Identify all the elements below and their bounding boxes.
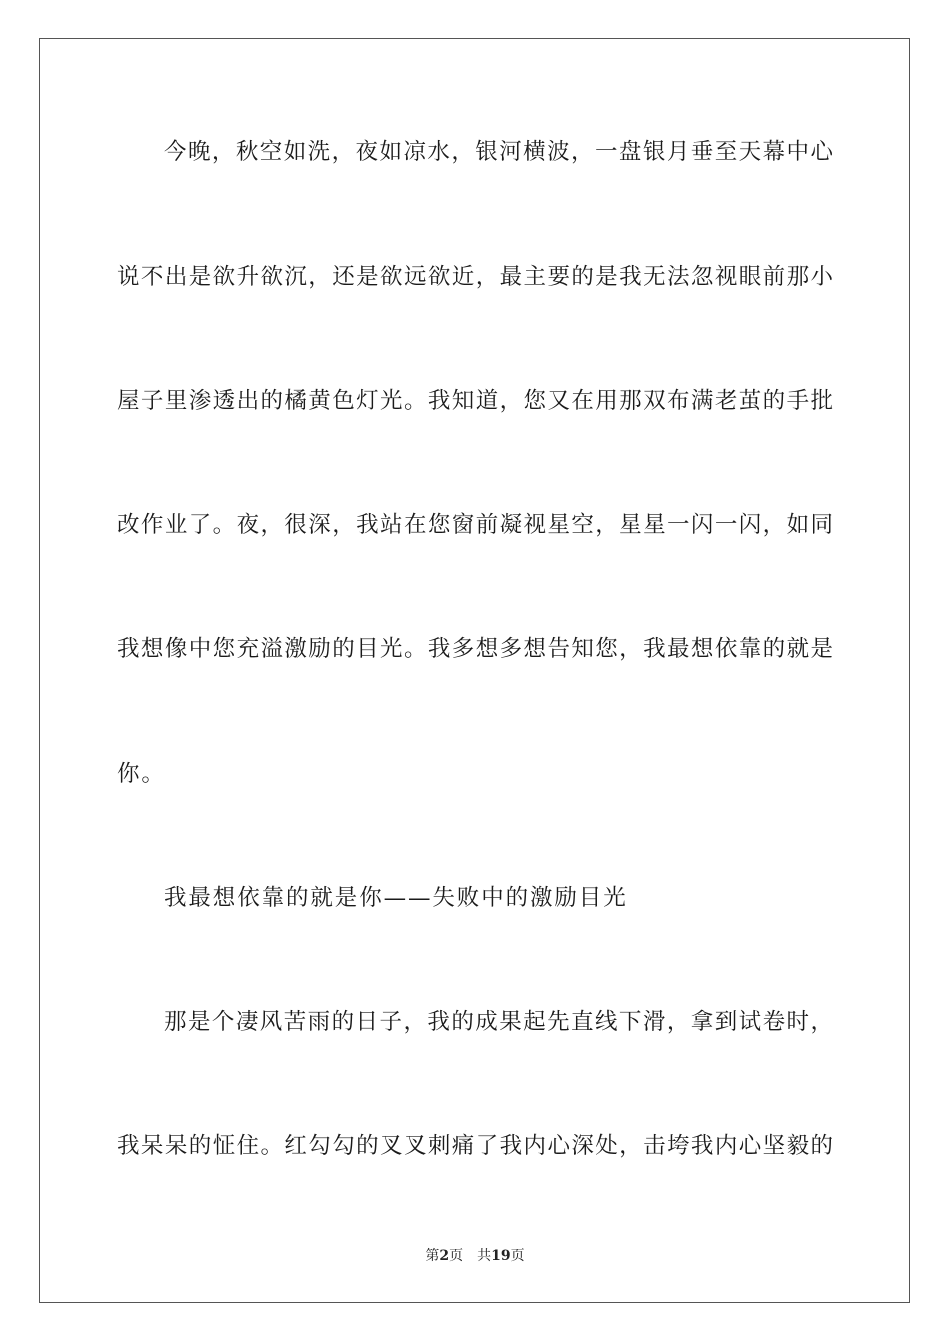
page-border xyxy=(39,38,910,1303)
page-suffix: 页 xyxy=(449,1248,464,1264)
total-prefix: 共 xyxy=(477,1248,492,1264)
paragraph-line: 那是个凄风苦雨的日子，我的成果起先直线下滑，拿到试卷时， xyxy=(164,1009,833,1035)
paragraph-line: 今晚，秋空如洗，夜如凉水，银河横波，一盘银月垂至天幕中心 xyxy=(164,139,833,165)
paragraph-line: 你。 xyxy=(117,761,166,787)
total-pages: 19 xyxy=(491,1248,511,1264)
page-number: 2 xyxy=(439,1248,450,1264)
paragraph-line: 我想像中您充溢激励的目光。我多想多想告知您，我最想依靠的就是 xyxy=(117,636,833,662)
paragraph-line: 说不出是欲升欲沉，还是欲远欲近，最主要的是我无法忽视眼前那小 xyxy=(117,264,833,290)
section-heading: 我最想依靠的就是你——失败中的激励目光 xyxy=(164,885,628,911)
total-suffix: 页 xyxy=(510,1248,525,1264)
page-prefix: 第 xyxy=(425,1248,440,1264)
paragraph-line: 我呆呆的怔住。红勾勾的叉叉刺痛了我内心深处，击垮我内心坚毅的 xyxy=(117,1133,833,1159)
page-footer xyxy=(0,1247,950,1265)
paragraph-line: 屋子里渗透出的橘黄色灯光。我知道，您又在用那双布满老茧的手批 xyxy=(117,388,833,414)
paragraph-line: 改作业了。夜，很深，我站在您窗前凝视星空，星星一闪一闪，如同 xyxy=(117,512,833,538)
